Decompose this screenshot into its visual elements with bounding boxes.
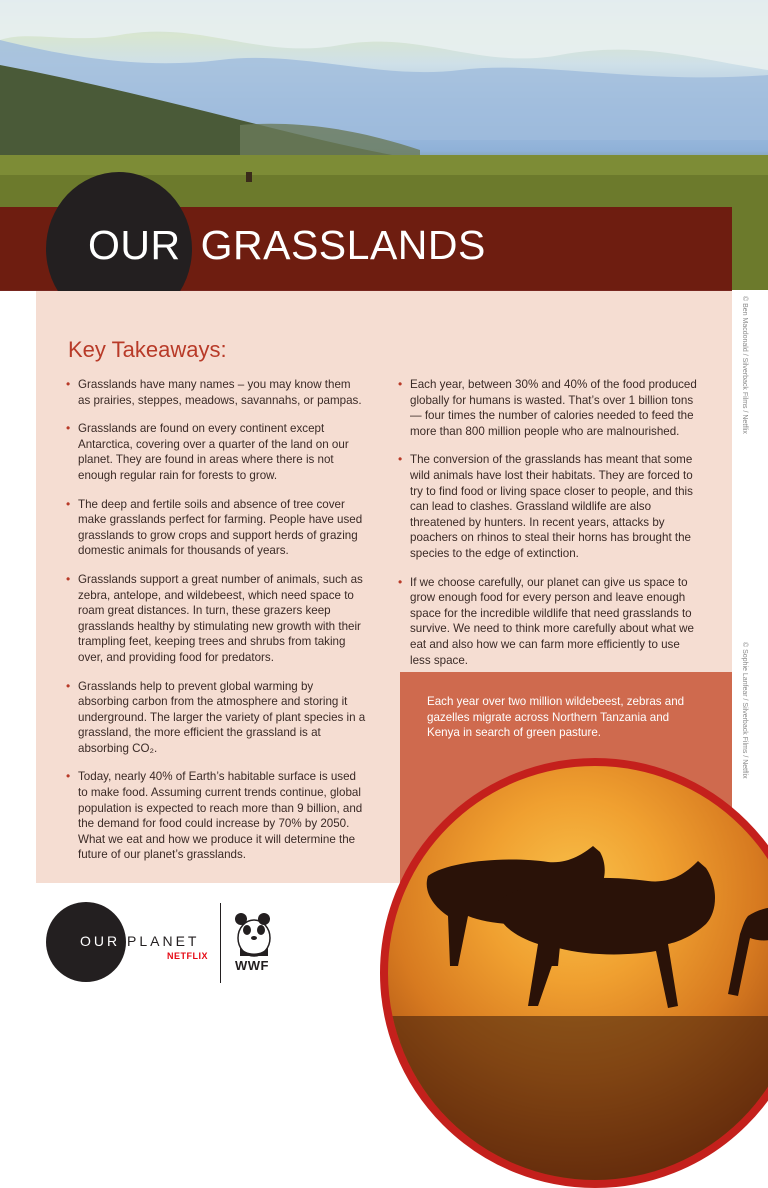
wildebeest-photo bbox=[380, 758, 768, 1188]
takeaways-list-left bbox=[66, 377, 366, 876]
page-title bbox=[88, 222, 486, 269]
list-item: • Each year, between 30% and 40% of the food produced globally for humans is wasted. That’s over 1 billion tons — four times the number of calories needed to feed the more than 800 million people who are malnourished. bbox=[398, 377, 700, 439]
wwf-logo-text: WWF bbox=[235, 958, 269, 973]
wwf-panda-icon bbox=[234, 910, 274, 958]
key-takeaways-heading: Key Takeaways: bbox=[68, 337, 227, 362]
netflix-logo: NETFLIX bbox=[167, 951, 208, 961]
photo-credit-top: © Ben Macdonald / Silverback Films / Netflix bbox=[741, 296, 748, 434]
our-planet-logo-text bbox=[80, 933, 199, 949]
logo-word-planet: PLANET bbox=[127, 933, 200, 949]
photo-credit-bottom: © Sophie Lanfear / Silverback Films / Netflix bbox=[741, 642, 748, 779]
title-word-grasslands: GRASSLANDS bbox=[200, 222, 486, 268]
list-item: • Today, nearly 40% of Earth’s habitable surface is used to make food. Assuming current trends continue, global population is expected to reach more than 9 billion, and the demand for food could increase by 70% by 2050. What we eat and how we produce it will determine the future of our planet’s grasslands. bbox=[66, 769, 366, 863]
list-item: • The conversion of the grasslands has meant that some wild animals have lost their habitats. They are forced to try to find food or living space closer to people, and this can lead to clashes. Grassland wildlife are also threatened by hunters. In recent years, attacks by poachers on rhinos to steal their horns has brought the species to the edge of extinction. bbox=[398, 452, 700, 561]
list-item: • Grasslands have many names – you may know them as prairies, steppes, meadows, savannahs, or pampas. bbox=[66, 377, 366, 408]
title-word-our: OUR bbox=[88, 222, 181, 268]
list-item: • Grasslands help to prevent global warming by absorbing carbon from the atmosphere and storing it underground. The larger the variety of plant species in a grassland, the more efficient the grassland is at absorbing CO₂. bbox=[66, 679, 366, 757]
logo-word-our: OUR bbox=[80, 933, 121, 949]
footer-divider bbox=[220, 903, 221, 983]
list-item: • Grasslands are found on every continent except Antarctica, covering over a quarter of the land on our planet. They are found in areas where there is not enough regular rain for forests to grow. bbox=[66, 421, 366, 483]
list-item: • If we choose carefully, our planet can give us space to grow enough food for every person and leave enough space for the incredible wildlife that need grasslands to survive. We need to think more carefully about what we eat and also how we can farm more efficiently to use less space. bbox=[398, 575, 700, 669]
photo-caption: Each year over two million wildebeest, zebras and gazelles migrate across Northern Tanzania and Kenya in search of green pasture. bbox=[427, 695, 685, 740]
takeaways-list-right bbox=[398, 377, 700, 681]
list-item: • Grasslands support a great number of animals, such as zebra, antelope, and wildebeest, which need space to roam great distances. In turn, these grazers keep grasslands healthy by stimulating new growth with their trampling feet, keeping trees and shrubs from taking over, and providing food for predators. bbox=[66, 572, 366, 666]
wildebeest-silhouettes bbox=[388, 766, 768, 1180]
list-item: • The deep and fertile soils and absence of tree cover make grasslands perfect for farming. People have used grasslands to grow crops and support herds of grazing domestic animals for thousands of years. bbox=[66, 497, 366, 559]
